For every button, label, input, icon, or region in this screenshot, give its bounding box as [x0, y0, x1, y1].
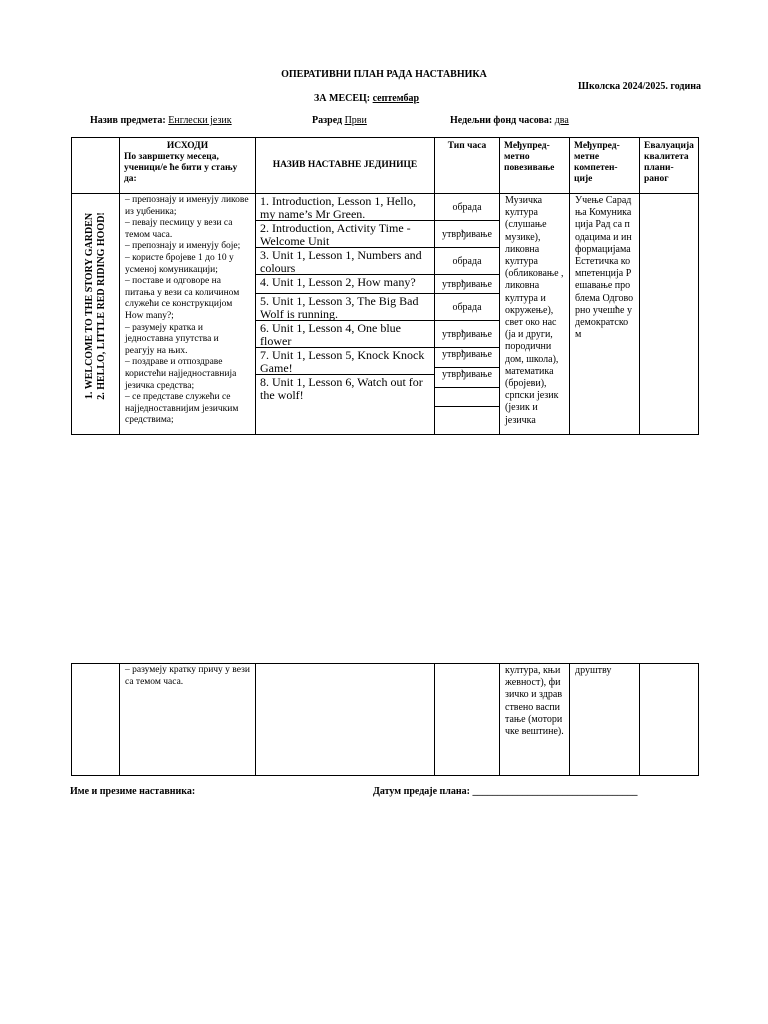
type-3: обрада	[435, 248, 499, 275]
teacher-name-label: Име и презиме наставника:	[70, 786, 196, 797]
lesson-7: 7. Unit 1, Lesson 5, Knock Knock Game!	[256, 348, 434, 375]
outcomes-header-sub: По завршетку месеца, ученици/е ће бити у стању да:	[124, 152, 238, 184]
type-2: утврђивање	[435, 221, 499, 248]
type-empty-2	[435, 407, 499, 426]
month-label: ЗА МЕСЕЦ:	[314, 93, 371, 104]
types-cell-continued	[435, 664, 500, 776]
fund-label: Недељни фонд часова:	[450, 115, 553, 126]
lesson-4: 4. Unit 1, Lesson 2, How many?	[256, 275, 434, 294]
grade-label: Разред	[312, 115, 343, 126]
month-value: септембар	[372, 93, 420, 104]
competences-header: Међупред-метне компетен-ције	[570, 138, 640, 194]
plan-table	[71, 137, 699, 435]
grade-line	[312, 115, 367, 126]
lesson-5: 5. Unit 1, Lesson 3, The Big Bad Wolf is running.	[256, 294, 434, 321]
type-8: утврђивање	[435, 368, 499, 388]
lessons-cell-continued	[256, 664, 435, 776]
submission-date-label: Датум предаје плана: _________________________________	[373, 786, 638, 797]
topic-cell	[72, 194, 120, 435]
topic-cell-continued	[72, 664, 120, 776]
page-title: ОПЕРАТИВНИ ПЛАН РАДА НАСТАВНИКА	[281, 69, 487, 80]
subject-value: Енглески језик	[168, 115, 232, 126]
unit-header: НАЗИВ НАСТАВНЕ ЈЕДИНИЦЕ	[256, 138, 435, 194]
competences-cell-continued: друштву	[570, 664, 640, 776]
topic-line-1: 1. WELCOME TO THE STORY GARDEN	[84, 212, 95, 400]
topic-vertical-text	[84, 186, 108, 426]
lesson-2: 2. Introduction, Activity Time - Welcome Unit	[256, 221, 434, 248]
month-line	[314, 93, 419, 104]
types-cell	[435, 194, 500, 435]
type-empty-1	[435, 388, 499, 407]
subject-label: Назив предмета:	[90, 115, 166, 126]
plan-table-continued	[71, 663, 699, 776]
type-5: обрада	[435, 294, 499, 321]
outcomes-cell-continued: – разумеју кратку причу у вези са темом часа.	[120, 664, 256, 776]
outcomes-header-title: ИСХОДИ	[166, 141, 209, 151]
fund-value: два	[554, 115, 569, 126]
lesson-8: 8. Unit 1, Lesson 6, Watch out for the wolf!	[260, 375, 423, 402]
fund-line	[450, 115, 569, 126]
interdisc-cell: Музичка култура (слушање музике), ликовна култура (обликовање , ликовна култура и окружење), свет око нас (ја и други, породични дом, школа), математика (бројеви), српски језик (језик и језичка	[500, 194, 570, 435]
lessons-cell	[256, 194, 435, 435]
type-7: утврђивање	[435, 348, 499, 368]
grade-value: Први	[344, 115, 367, 126]
interdisc-cell-continued: култура, књижевност), физичко и здравствено васпитање (моторичке вештине).	[500, 664, 570, 776]
outcomes-header	[120, 138, 256, 194]
type-1: обрада	[435, 194, 499, 221]
evaluation-header: Евалуација квалитета плани-раног	[640, 138, 699, 194]
interdisc-header: Међупред-метно повезивање	[500, 138, 570, 194]
topic-line-2: 2. HELLO, LITTLE RED RIDING HOOD!	[96, 212, 107, 400]
lesson-3: 3. Unit 1, Lesson 1, Numbers and colours	[256, 248, 434, 275]
outcomes-cell: – препознају и именују ликове из уџбеника; – певају песмицу у вези са темом часа. – препознају и именују боје; – користе бројеве 1 до 10 у усменој комуникацији; – поставе и одговоре на питања у вези са количином служећи се конструкцијом How many?; – разумеју кратка и једноставна упутства и реагују на њих. – поздраве и отпоздраве користећи најједноставнија језичка средства; – се представе служећи се најједноставнијим језичким средствима;	[120, 194, 256, 435]
evaluation-cell	[640, 194, 699, 435]
competences-cell: Учење Сарадња Комуникација Рад са подацима и информацијама Естетичка компетенција Решавање проблема Одговорно учешће у демократском	[570, 194, 640, 435]
evaluation-cell-continued	[640, 664, 699, 776]
type-header: Тип часа	[435, 138, 500, 194]
subject-line	[90, 115, 232, 126]
type-4: утврђивање	[435, 275, 499, 294]
lesson-1: 1. Introduction, Lesson 1, Hello, my name’s Mr Green.	[256, 194, 434, 221]
school-year: Школска 2024/2025. година	[578, 81, 702, 92]
lesson-6: 6. Unit 1, Lesson 4, One blue flower	[256, 321, 434, 348]
type-6: утврђивање	[435, 321, 499, 348]
